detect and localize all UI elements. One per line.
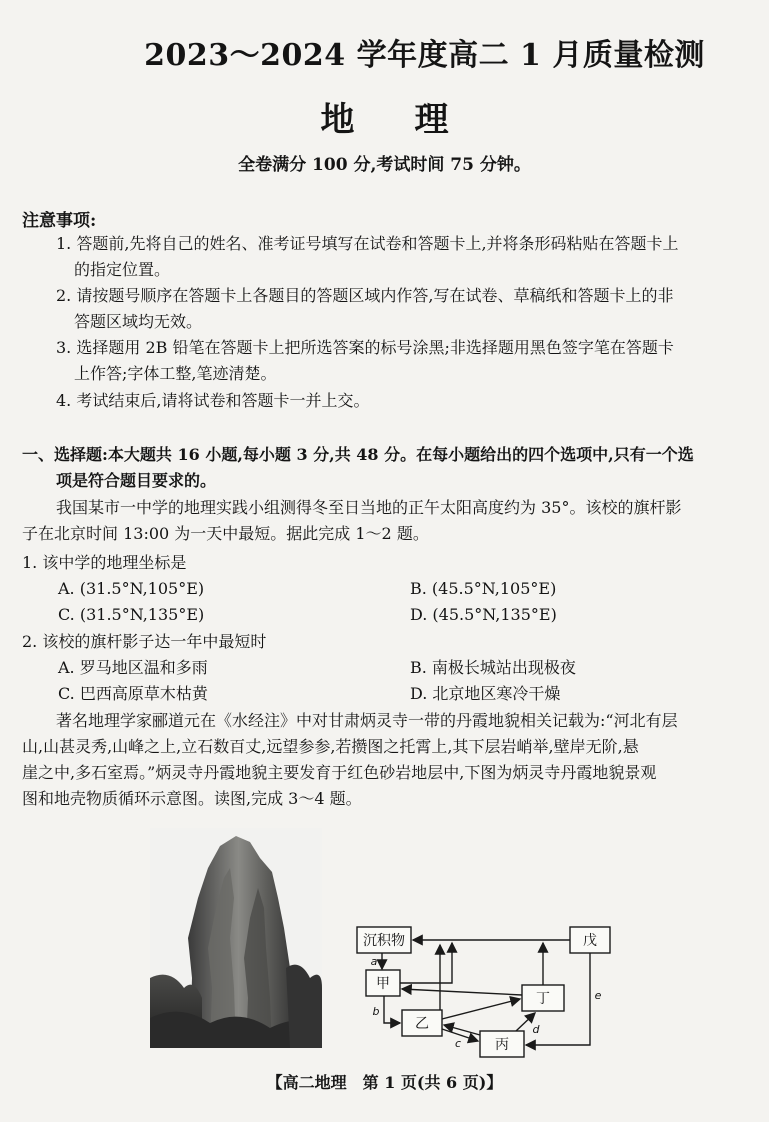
q2-option-d: D. 北京地区寒冷干燥 [410, 684, 561, 703]
arrow-label-b: b [372, 1005, 380, 1018]
passage-text: 著名地理学家郦道元在《水经注》中对甘肃炳灵寺一带的丹霞地貌相关记载为:“河北有层 [56, 711, 678, 730]
danxia-landform-photo [150, 828, 322, 1048]
q1-option-d: D. (45.5°N,135°E) [410, 605, 557, 624]
notice-line: 2. 请按题号顺序在答题卡上各题目的答题区域内作答,写在试卷、草稿纸和答题卡上的非 [56, 286, 674, 305]
q2-option-b: B. 南极长城站出现极夜 [410, 658, 576, 677]
section-heading-cont: 项是符合题目要求的。 [56, 471, 217, 490]
arrow-label-d: d [532, 1023, 540, 1036]
arrow-label-e: e [594, 989, 602, 1002]
q1-option-a: A. (31.5°N,105°E) [58, 579, 205, 598]
passage-text: 图和地壳物质循环示意图。读图,完成 3～4 题。 [22, 789, 362, 808]
label-yi: 乙 [415, 1016, 429, 1032]
passage-text: 崖之中,多石室焉。”炳灵寺丹霞地貌主要发育于红色砂岩地层中,下图为炳灵寺丹霞地貌景观 [22, 763, 657, 782]
exam-meta: 全卷满分 100 分,考试时间 75 分钟。 [238, 155, 531, 175]
label-jia: 甲 [376, 976, 390, 992]
section-heading: 一、选择题:本大题共 16 小题,每小题 3 分,共 48 分。在每小题给出的四个选项中,只有一个选 [22, 445, 694, 464]
label-wu: 戊 [583, 933, 597, 949]
notice-line: 3. 选择题用 2B 铅笔在答题卡上把所选答案的标号涂黑;非选择题用黑色签字笔在答题卡 [56, 338, 674, 357]
subject-title: 地理 [320, 100, 509, 140]
notice-line: 的指定位置。 [74, 260, 171, 279]
arrow-label-a: a [370, 955, 378, 968]
intro-text: 子在北京时间 13:00 为一天中最短。据此完成 1～2 题。 [22, 524, 429, 543]
notice-line: 上作答;字体工整,笔迹清楚。 [74, 364, 277, 383]
q2-option-a: A. 罗马地区温和多雨 [58, 658, 208, 677]
arrow-label-c: c [454, 1037, 462, 1050]
label-ding: 丁 [536, 991, 550, 1007]
passage-text: 山,山甚灵秀,山峰之上,立石数百丈,远望参参,若攒图之托霄上,其下层岩峭举,壁岸无阶,悬 [22, 737, 639, 756]
notice-heading: 注意事项: [22, 211, 97, 231]
page-footer: 【高二地理 第 1 页(共 6 页)】 [266, 1073, 503, 1092]
exam-title: 2023～2024 学年度高二 1 月质量检测 [144, 38, 705, 73]
q2-option-c: C. 巴西高原草木枯黄 [58, 684, 208, 703]
q1-option-b: B. (45.5°N,105°E) [410, 579, 557, 598]
notice-line: 4. 考试结束后,请将试卷和答题卡一并上交。 [56, 391, 370, 410]
label-sediment: 沉积物 [363, 933, 405, 949]
q2-stem: 2. 该校的旗杆影子达一年中最短时 [22, 632, 267, 651]
notice-line: 1. 答题前,先将自己的姓名、准考证号填写在试卷和答题卡上,并将条形码粘贴在答题卡上 [56, 234, 679, 253]
notice-line: 答题区域均无效。 [74, 312, 203, 331]
label-bing: 丙 [495, 1037, 509, 1053]
q1-option-c: C. (31.5°N,135°E) [58, 605, 205, 624]
q1-stem: 1. 该中学的地理坐标是 [22, 553, 187, 572]
rock-cycle-diagram [340, 915, 630, 1065]
intro-text: 我国某市一中学的地理实践小组测得冬至日当地的正午太阳高度约为 35°。该校的旗杆影 [56, 498, 682, 517]
